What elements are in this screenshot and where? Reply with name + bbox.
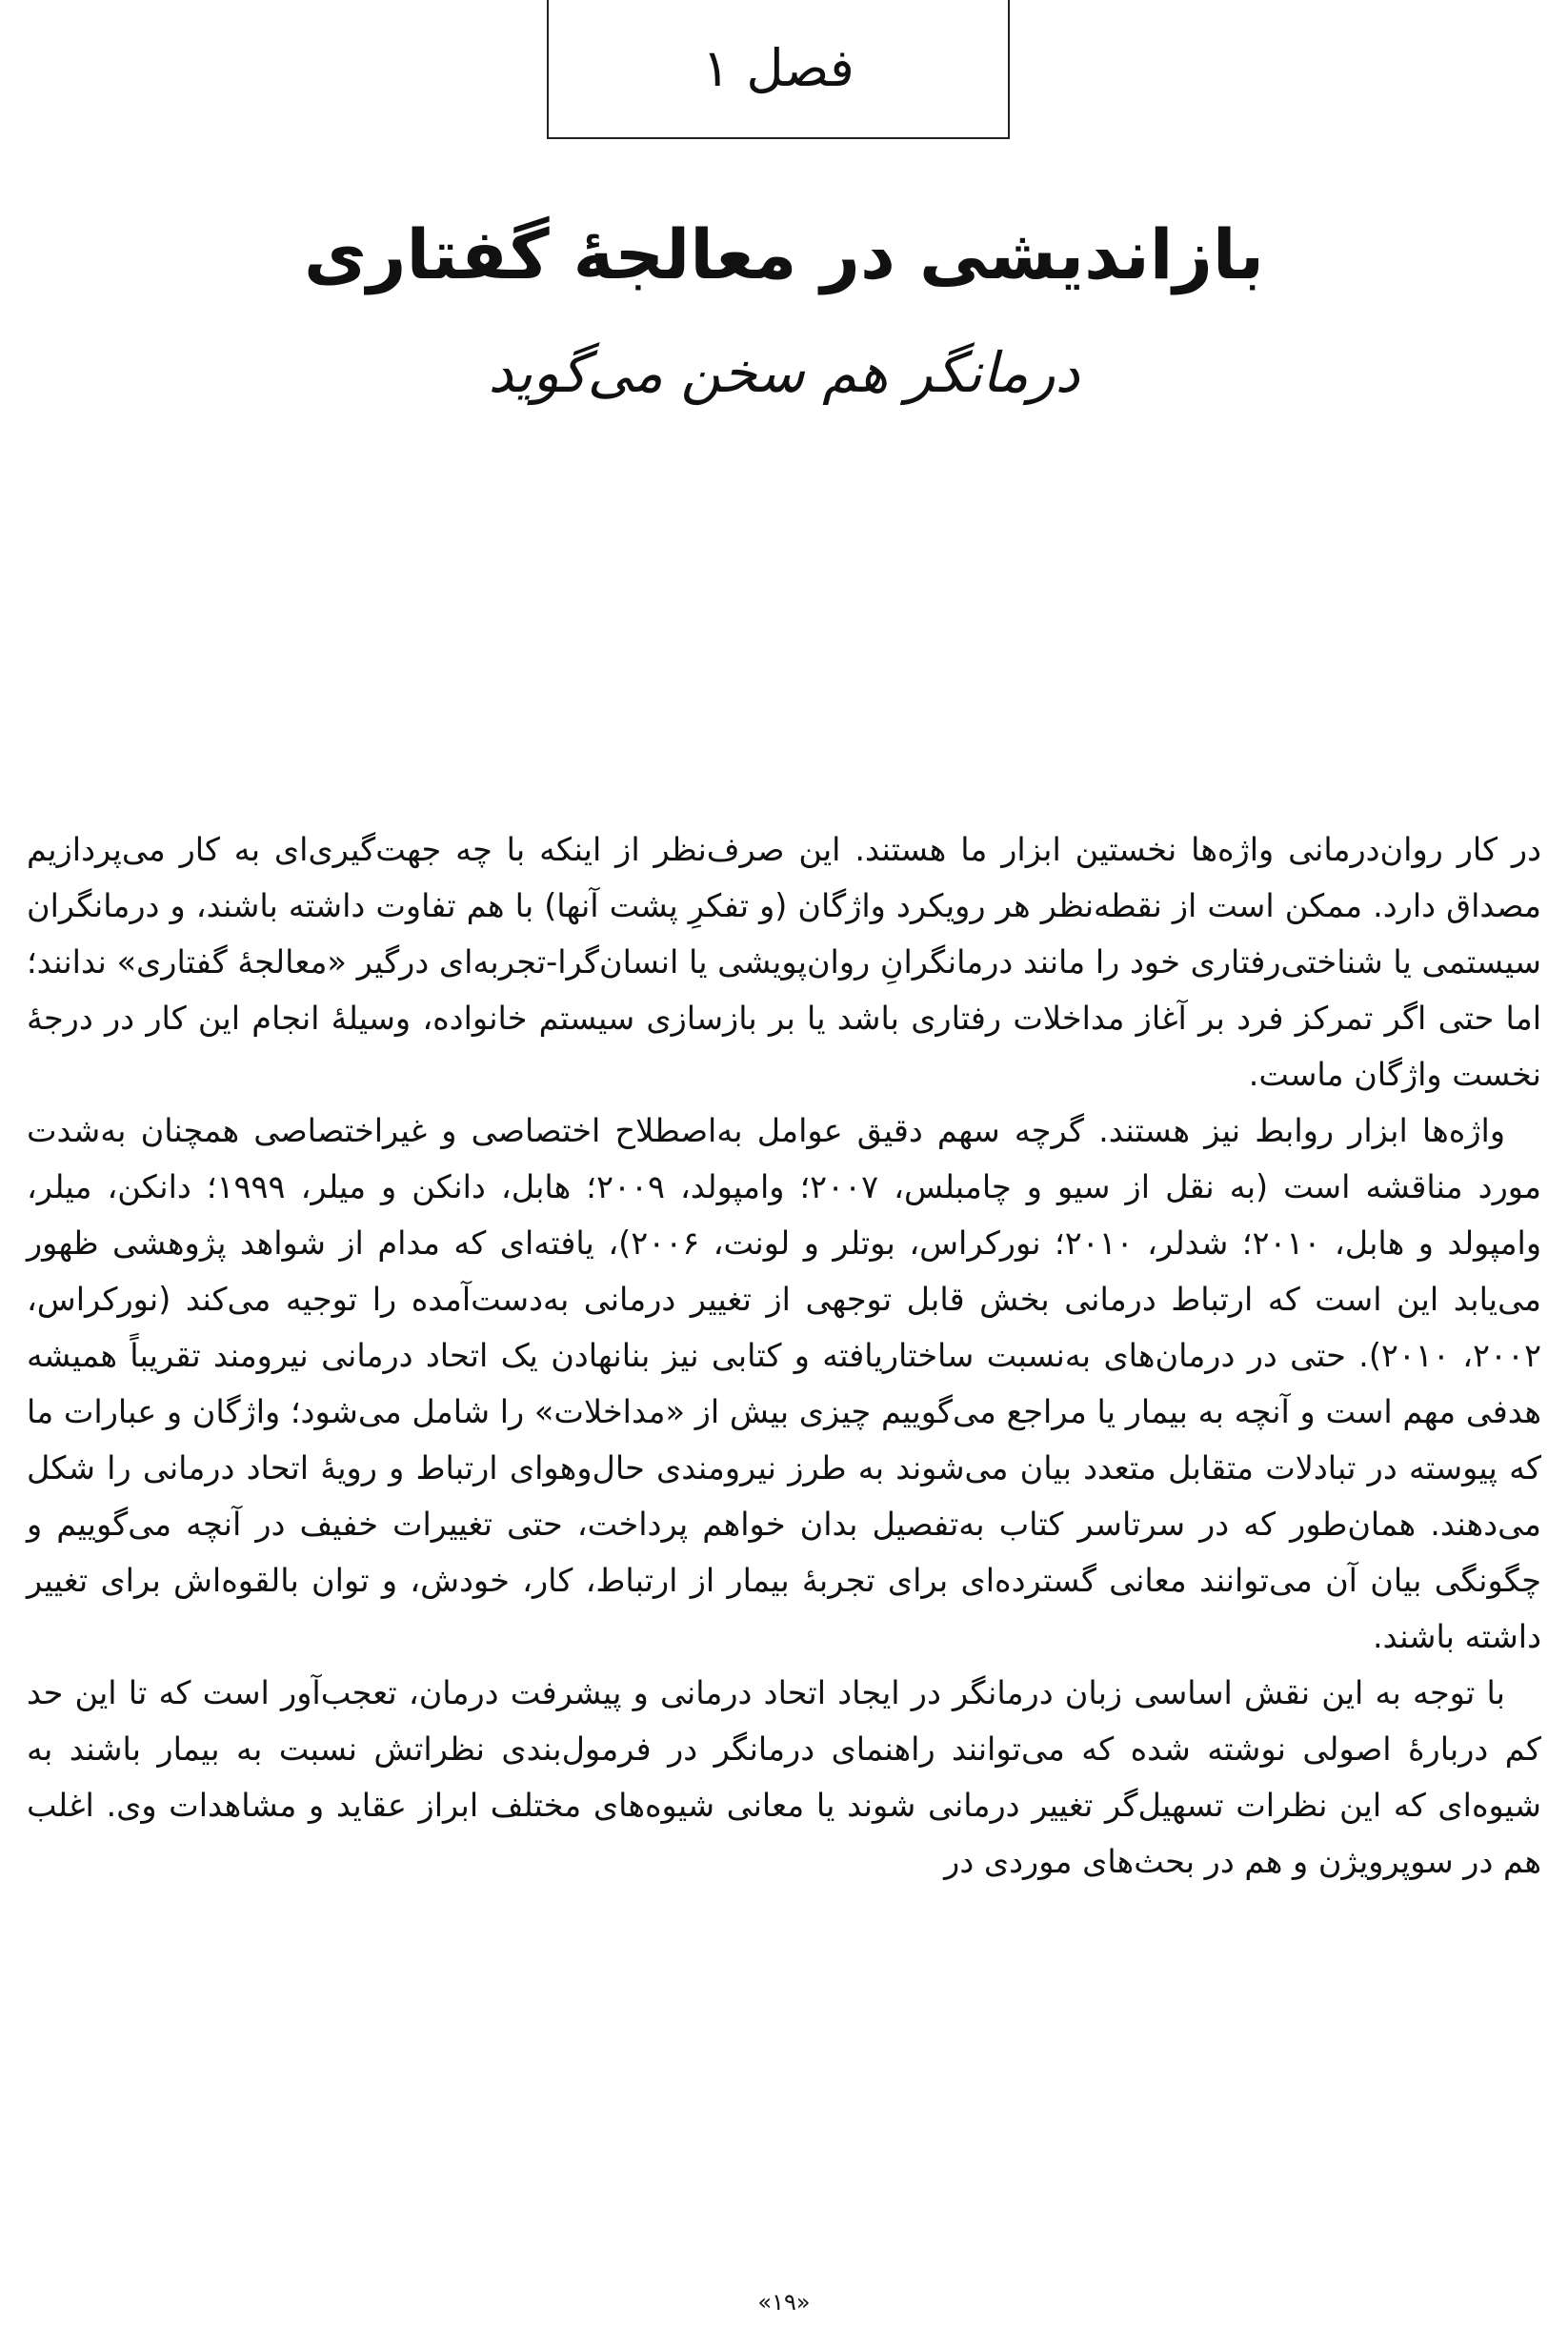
- chapter-subtitle: درمانگر هم سخن می‌گوید: [488, 340, 1080, 405]
- body-text: [27, 821, 1541, 1890]
- paragraph: در کار روان‌درمانی واژه‌ها نخستین ابزار ما هستند. این صرف‌نظر از اینکه با چه جهت‌گیری‌ای به کار می‌پردازیم مصداق دارد. ممکن است از نقطه‌نظر هر رویکرد واژگان (و تفکرِ پشت آنها) با هم تفاوت داشته باشند، و درمانگران سیستمی یا شناختی‌رفتاری خود را مانند درمانگرانِ روان‌پویشی یا انسان‌گرا-تجربه‌ای درگیر «معالجهٔ گفتاری» ندانند؛ اما حتی اگر تمرکز فرد بر آغاز مداخلات رفتاری باشد یا بر بازسازی سیستم خانواده، وسیلهٔ انجام این کار در درجهٔ نخست واژگان ماست.: [27, 831, 1541, 1093]
- chapter-title: بازاندیشی در معالجهٔ گفتاری: [304, 214, 1264, 294]
- page-number: «۱۹»: [757, 2289, 811, 2316]
- chapter-heading-box: [547, 0, 1010, 139]
- paragraph: واژه‌ها ابزار روابط نیز هستند. گرچه سهم دقیق عوامل به‌اصطلاح اختصاصی و غیراختصاصی همچنان به‌شدت مورد مناقشه است (به نقل از سیو و چامبلس، ۲۰۰۷؛ وامپولد، ۲۰۰۹؛ هابل، دانکن و میلر، ۱۹۹۹؛ دانکن، میلر، وامپولد و هابل، ۲۰۱۰؛ شدلر، ۲۰۱۰؛ نورکراس، بوتلر و لونت، ۲۰۰۶)، یافته‌ای که مدام از شواهد پژوهشی ظهور می‌یابد این است که ارتباط درمانی بخش قابل توجهی از تغییر درمانی به‌دست‌آمده را توجیه می‌کند (نورکراس، ۲۰۰۲، ۲۰۱۰). حتی در درمان‌های به‌نسبت ساختاریافته و کتابی نیز بنانهادن یک اتحاد درمانی نیرومند تقریباً همیشه هدفی مهم است و آنچه به بیمار یا مراجع می‌گوییم چیزی بیش از «مداخلات» را شامل می‌شود؛ واژگان و عبارات ما که پیوسته در تبادلات متقابل متعدد بیان می‌شوند به طرز نیرومندی حال‌وهوای ارتباط و رویهٔ اتحاد درمانی را شکل می‌دهند. همان‌طور که در سرتاسر کتاب به‌تفصیل بدان خواهم پرداخت، حتی تغییرات خفیف در آنچه می‌گوییم و چگونگی بیان آن می‌توانند معانی گسترده‌ای برای تجربهٔ بیمار از ارتباط، کار، خودش، و توان بالقوه‌اش برای تغییر داشته باشند.: [27, 1112, 1542, 1655]
- chapter-label: فصل ۱: [702, 38, 854, 98]
- paragraph: با توجه به این نقش اساسی زبان درمانگر در ایجاد اتحاد درمانی و پیشرفت درمان، تعجب‌آور است که تا این حد کم دربارهٔ اصولی نوشته شده که می‌توانند راهنمای درمانگر در فرمول‌بندی نظراتش نسبت به بیمار باشند به شیوه‌ای که این نظرات تسهیل‌گر تغییر درمانی شوند یا معانی شیوه‌های مختلف ابراز عقاید و مشاهدات وی. اغلب هم در سوپرویژن و هم در بحث‌های موردی در: [27, 1674, 1541, 1880]
